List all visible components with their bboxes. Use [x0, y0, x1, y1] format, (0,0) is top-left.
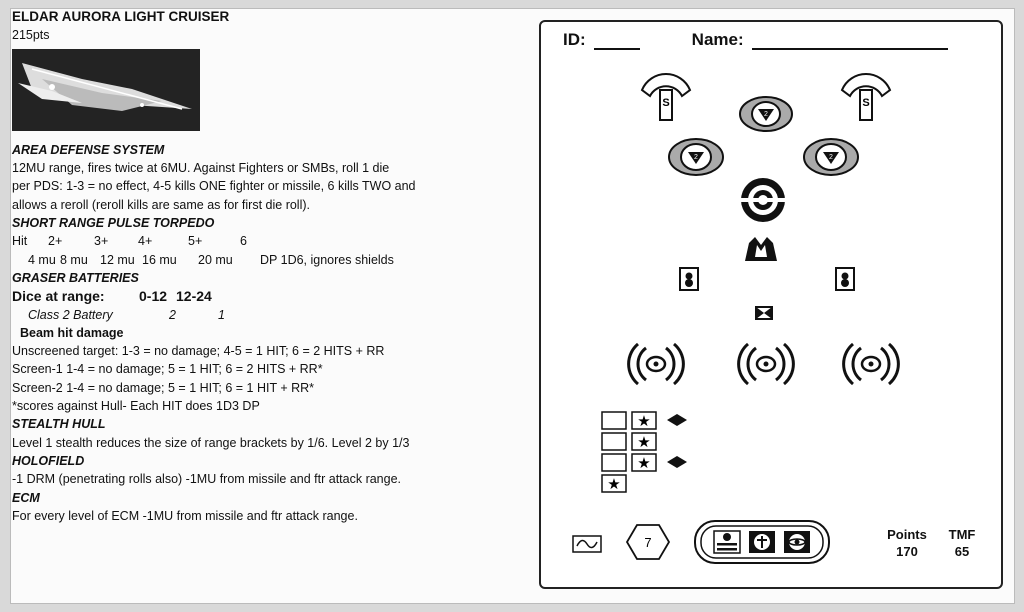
graser-battery-icon	[740, 97, 792, 131]
power-core-icon	[784, 531, 810, 553]
damage-box[interactable]	[602, 412, 626, 429]
points-label: Points	[887, 527, 927, 542]
battery-dice-short: 2	[169, 307, 176, 322]
star-icon: ★	[637, 434, 651, 451]
ship-card-content	[541, 22, 997, 583]
range-short: 0-12	[139, 288, 168, 305]
pulse-torpedo-icon	[745, 237, 777, 261]
dice-at-range-row	[12, 287, 512, 305]
bridge-icon	[714, 531, 740, 553]
hit-value: 4+	[138, 234, 153, 249]
life-support-icon	[749, 531, 775, 553]
ads-line-3: allows a reroll (reroll kills are same as for first die roll).	[12, 197, 310, 212]
damage-box[interactable]	[602, 433, 626, 450]
ads-line-2: per PDS: 1-3 = no effect, 4-5 kills ONE fighter or missile, 6 kills TWO and	[12, 179, 416, 194]
torpedo-damage: DP 1D6, ignores shields	[260, 252, 394, 267]
dice-label: Dice at range:	[12, 288, 105, 305]
range-long: 12-24	[176, 288, 212, 305]
beam-line-1: Unscreened target: 1-3 = no damage; 4-5 = 1 HIT; 6 = 2 HITS + RR	[12, 344, 385, 359]
range-value: 20 mu	[198, 252, 233, 267]
torpedo-hit-row	[12, 232, 512, 250]
svg-text:S: S	[862, 97, 870, 109]
graser-battery-icon	[804, 139, 858, 175]
battery-dice-long: 1	[218, 307, 225, 322]
ftl-and-core-systems	[695, 521, 829, 563]
hit-value: 3+	[94, 234, 109, 249]
stealth-heading: STEALTH HULL	[12, 417, 106, 432]
beam-line-2: Screen-1 1-4 = no damage; 5 = 1 HIT; 6 = 2 HITS + RR*	[12, 362, 323, 377]
ads-line-1: 12MU range, fires twice at 6MU. Against Fighters or SMBs, roll 1 die	[12, 161, 390, 176]
star-icon: ★	[637, 413, 651, 430]
tmf-label: TMF	[948, 527, 976, 542]
ship-photo	[12, 49, 200, 131]
range-value: 8 mu	[60, 252, 88, 267]
shield-arc-icon	[842, 74, 890, 120]
holofield-icon	[739, 344, 794, 384]
graser-heading: GRASER BATTERIES	[12, 270, 139, 285]
range-value: 12 mu	[100, 252, 135, 267]
svg-text:7: 7	[644, 535, 652, 550]
torpedo-range-row	[12, 251, 512, 269]
points-value: 170	[896, 544, 918, 559]
hit-label: Hit	[12, 234, 28, 249]
svg-text:S: S	[662, 97, 670, 109]
ecm-icon	[756, 307, 772, 319]
stealth-text: Level 1 stealth reduces the size of range brackets by 1/6. Level 2 by 1/3	[12, 435, 410, 450]
beam-line-4: *scores against Hull- Each HIT does 1D3 DP	[12, 399, 260, 414]
hit-value: 6	[240, 234, 247, 249]
svg-text:2: 2	[694, 154, 698, 161]
ads-heading: AREA DEFENSE SYSTEM	[12, 142, 165, 157]
range-value: 16 mu	[142, 252, 177, 267]
battery-row	[12, 306, 512, 324]
ssd-diagram	[541, 22, 997, 583]
svg-text:2: 2	[764, 111, 768, 118]
graser-battery-icon	[669, 139, 723, 175]
area-defense-icon	[741, 178, 785, 222]
point-defense-icon	[680, 268, 698, 290]
range-value: 4 mu	[28, 252, 56, 267]
name-label: Name:	[691, 30, 744, 49]
torpedo-heading: SHORT RANGE PULSE TORPEDO	[12, 216, 215, 231]
shield-arc-icon	[642, 74, 690, 120]
hit-value: 5+	[188, 234, 203, 249]
point-defense-icon	[836, 268, 854, 290]
ship-points: 215pts	[12, 28, 50, 43]
hit-value: 2+	[48, 234, 63, 249]
damage-track	[602, 412, 687, 493]
holofield-heading: HOLOFIELD	[12, 453, 85, 468]
id-label: ID:	[563, 30, 586, 49]
star-icon: ★	[637, 455, 651, 472]
holofield-icon	[844, 344, 899, 384]
star-icon: ★	[607, 476, 621, 493]
thrust-hex-icon	[627, 525, 669, 559]
points-tmf-block	[871, 527, 981, 559]
ecm-heading: ECM	[12, 490, 40, 505]
damage-box[interactable]	[602, 454, 626, 471]
sensor-icon	[573, 536, 601, 552]
crew-icon	[667, 456, 687, 468]
ship-title: ELDAR AURORA LIGHT CRUISER	[12, 9, 230, 24]
tmf-value: 65	[954, 544, 970, 559]
rules-column	[12, 8, 512, 525]
battery-name: Class 2 Battery	[28, 307, 113, 322]
holofield-icon	[629, 344, 684, 384]
svg-text:2: 2	[829, 154, 833, 161]
ecm-text: For every level of ECM -1MU from missile and ftr attack range.	[12, 508, 358, 523]
crew-icon	[667, 414, 687, 426]
beam-heading: Beam hit damage	[20, 325, 124, 340]
beam-line-3: Screen-2 1-4 = no damage; 5 = 1 HIT; 6 = 1 HIT + RR*	[12, 380, 315, 395]
holofield-text: -1 DRM (penetrating rolls also) -1MU from missile and ftr attack range.	[12, 472, 402, 487]
